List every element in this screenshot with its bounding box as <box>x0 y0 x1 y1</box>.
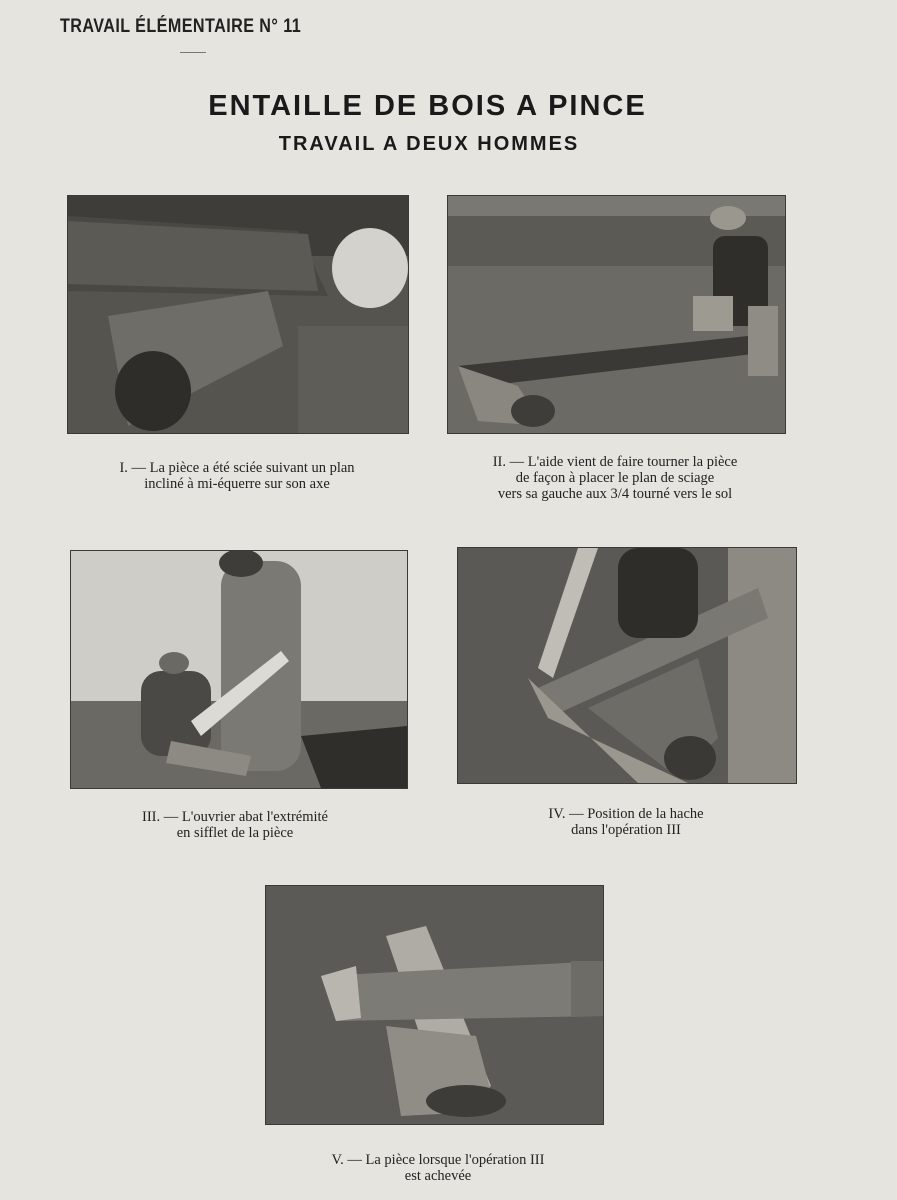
photo-3 <box>70 550 408 789</box>
caption-4: IV. — Position de la hache dans l'opération III <box>548 806 704 838</box>
caption-3: III. — L'ouvrier abat l'extrémité en sifflet de la pièce <box>142 809 328 841</box>
caption-1: I. — La pièce a été sciée suivant un plan incliné à mi-équerre sur son axe <box>119 460 355 492</box>
photo-1 <box>67 195 409 434</box>
photo-2 <box>447 195 786 434</box>
page-title: ENTAILLE DE BOIS A PINCE <box>208 90 647 122</box>
header-rule <box>180 52 206 53</box>
caption-5: V. — La pièce lorsque l'opération III est achevée <box>331 1152 545 1184</box>
caption-2: II. — L'aide vient de faire tourner la pièce de façon à placer le plan de sciage vers sa gauche aux 3/4 tourné vers le sol <box>492 454 738 502</box>
page-subtitle: TRAVAIL A DEUX HOMMES <box>278 133 580 155</box>
page-header: TRAVAIL ÉLÉMENTAIRE N° 11 <box>60 16 302 37</box>
photo-5 <box>265 885 604 1125</box>
photo-4 <box>457 547 797 784</box>
